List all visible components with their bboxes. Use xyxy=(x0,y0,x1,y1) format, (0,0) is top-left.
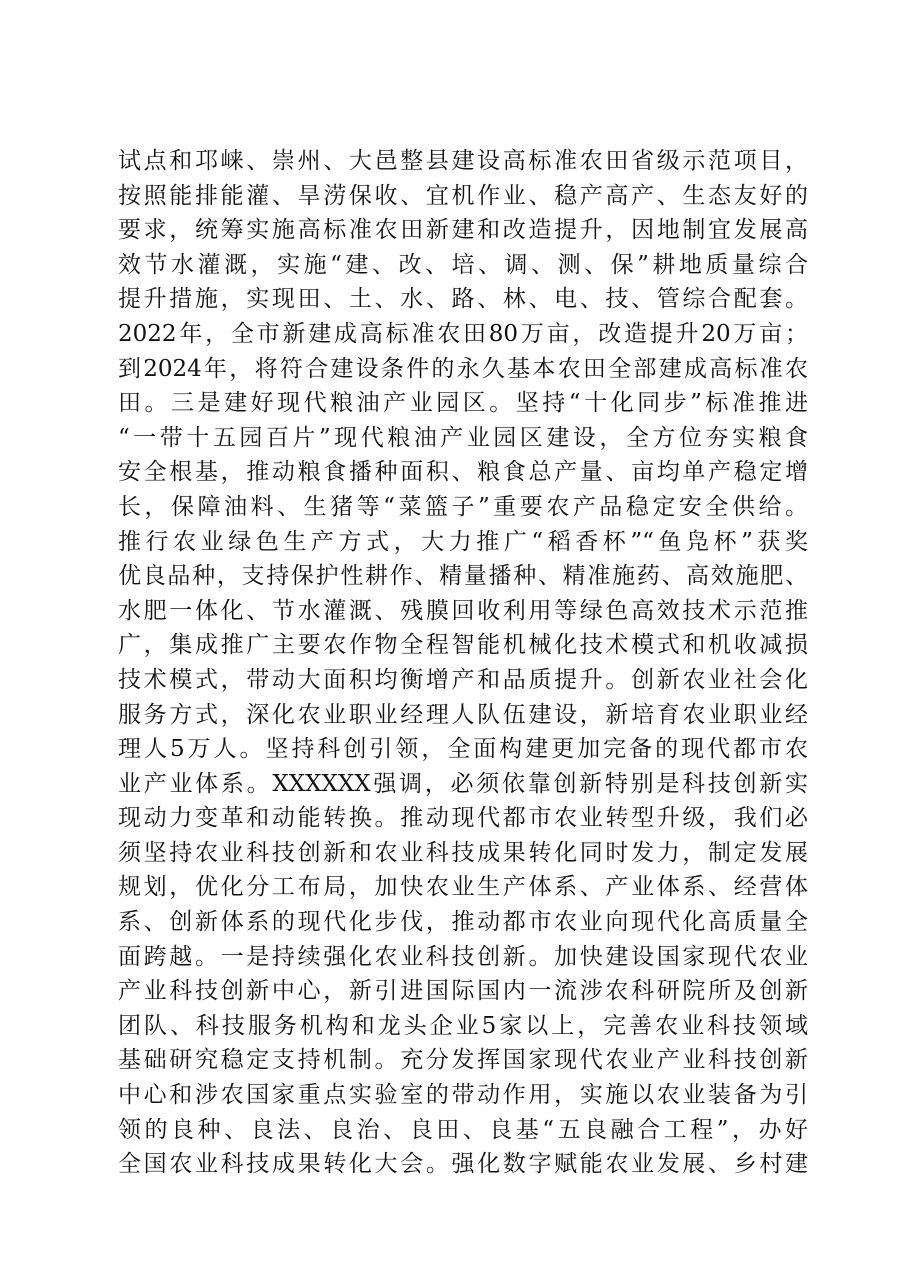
text-line: 须坚持农业科技创新和农业科技成果转化同时发力，制定发展 xyxy=(118,839,808,866)
text-line: 全国农业科技成果转化大会。强化数字赋能农业发展、乡村建 xyxy=(118,1151,808,1178)
text-line: 产业科技创新中心，新引进国际国内一流涉农科研院所及创新 xyxy=(118,978,808,1005)
text-line: “一带十五园百片”现代粮油产业园区建设，全方位夯实粮食 xyxy=(118,424,808,451)
text-line: 安全根基，推动粮食播种面积、粮食总产量、亩均单产稳定增 xyxy=(118,459,808,486)
text-line: 水肥一体化、节水灌溉、残膜回收利用等绿色高效技术示范推 xyxy=(118,597,808,624)
text-line: 长，保障油料、生猪等“菜篮子”重要农产品稳定安全供给。 xyxy=(118,493,808,520)
text-line: 中心和涉农国家重点实验室的带动作用，实施以农业装备为引 xyxy=(118,1082,808,1109)
text-line: 试点和邛崃、崇州、大邑整县建设高标准农田省级示范项目， xyxy=(118,148,808,174)
text-line: 提升措施，实现田、土、水、路、林、电、技、管综合配套。 xyxy=(118,286,808,313)
text-line: 面跨越。一是持续强化农业科技创新。加快建设国家现代农业 xyxy=(118,943,808,970)
text-line: 服务方式，深化农业职业经理人队伍建设，新培育农业职业经 xyxy=(118,701,808,728)
text-line: 系、创新体系的现代化步伐，推动都市农业向现代化高质量全 xyxy=(118,909,808,936)
text-line: 团队、科技服务机构和龙头企业5家以上，完善农业科技领域 xyxy=(118,1012,808,1039)
text-line: 按照能排能灌、旱涝保收、宜机作业、稳产高产、生态友好的 xyxy=(118,182,808,209)
text-line: 要求，统筹实施高标准农田新建和改造提升，因地制宜发展高 xyxy=(118,217,808,244)
text-line: 领的良种、良法、良治、良田、良基“五良融合工程”，办好 xyxy=(118,1116,808,1143)
text-line: 基础研究稳定支持机制。充分发挥国家现代农业产业科技创新 xyxy=(118,1047,808,1074)
text-line: 技术模式，带动大面积均衡增产和品质提升。创新农业社会化 xyxy=(118,666,808,693)
text-line: 田。三是建好现代粮油产业园区。坚持“十化同步”标准推进 xyxy=(118,390,808,417)
text-line: 推行农业绿色生产方式，大力推广“稻香杯”“鱼凫杯”获奖 xyxy=(118,528,808,555)
text-line: 效节水灌溉，实施“建、改、培、调、测、保”耕地质量综合 xyxy=(118,251,808,278)
text-line: 现动力变革和动能转换。推动现代都市农业转型升级，我们必 xyxy=(118,805,808,832)
text-line: 优良品种，支持保护性耕作、精量播种、精准施药、高效施肥、 xyxy=(118,563,808,590)
text-line: 理人5万人。坚持科创引领，全面构建更加完备的现代都市农 xyxy=(118,736,808,763)
body-text xyxy=(118,144,808,1182)
text-line: 广，集成推广主要农作物全程智能机械化技术模式和机收减损 xyxy=(118,632,808,659)
text-line: 规划，优化分工布局，加快农业生产体系、产业体系、经营体 xyxy=(118,874,808,901)
text-line: 业产业体系。XXXXXX强调，必须依靠创新特别是科技创新实 xyxy=(118,770,808,797)
text-line: 到2024年，将符合建设条件的永久基本农田全部建成高标准农 xyxy=(118,355,808,382)
text-line: 2022年，全市新建成高标准农田80万亩，改造提升20万亩； xyxy=(118,320,808,347)
